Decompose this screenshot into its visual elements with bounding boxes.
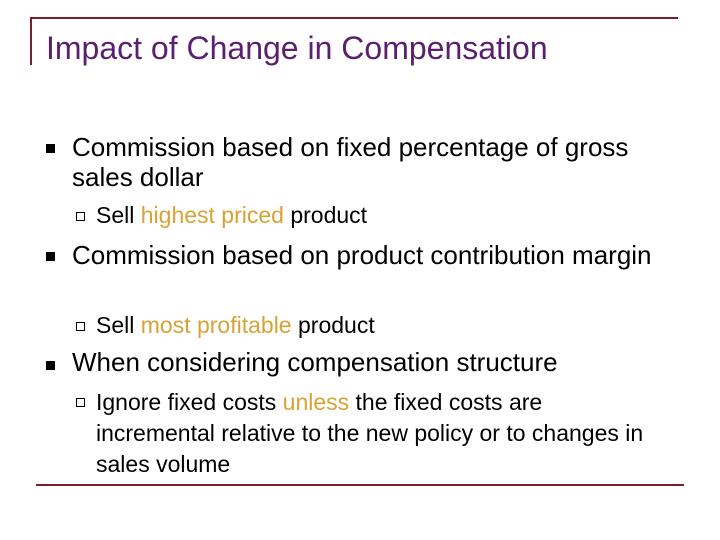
bullet-text: Commission based on product contribution margin [72,240,652,270]
slide-title: Impact of Change in Compensation [46,30,548,66]
sub-bullet-square-icon [76,212,85,221]
sub-bullet-text-after: product [291,312,375,338]
bullet-square-icon [46,144,55,153]
sub-bullet-text-before: Ignore fixed costs [96,389,283,415]
sub-bullet-square-icon [76,398,85,407]
sub-bullet-highlight: unless [282,389,350,415]
bottom-rule [36,484,684,486]
bullet-text: When considering compensation structure [72,347,558,377]
bullet-square-icon [46,361,55,370]
bullet-square-icon [46,252,55,261]
sub-bullet-highlight: highest priced [140,202,284,228]
sub-bullet-text-after: product [283,202,368,228]
sub-bullet-text [96,387,656,480]
sub-bullet-text-before: Sell [96,202,141,228]
sub-bullet-highlight: most profitable [140,312,292,338]
sub-bullet-text [96,310,656,341]
bullet-text: Commission based on fixed percentage of gross sales dollar [72,132,629,192]
sub-bullet-text-after: the fixed costs are incremental relative to the new policy or to changes in sales volume [96,389,644,477]
sub-bullet-square-icon [76,322,85,331]
sub-bullet-text-before: Sell [96,312,141,338]
sub-bullet-text [96,200,656,231]
